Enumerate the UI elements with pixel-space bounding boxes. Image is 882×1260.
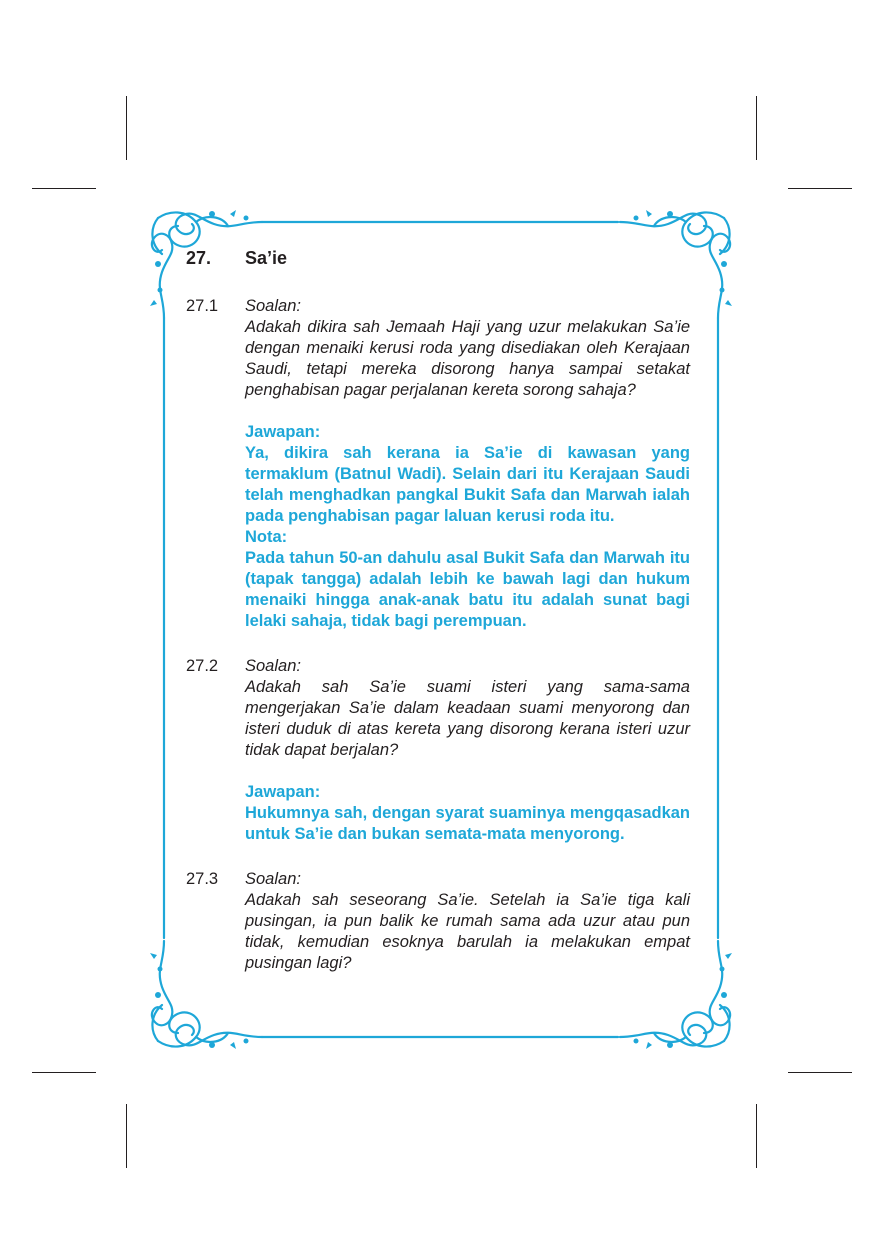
- answer-label: Jawapan:: [245, 783, 321, 801]
- answer-text: Ya, dikira sah kerana ia Sa’ie di kawasan yang termaklum (Batnul Wadi). Selain dari itu Kerajaan Saudi telah menghadkan pangkal Bukit Safa dan Marwah ialah pada penghabisan pagar laluan kerusi roda itu.: [245, 444, 690, 525]
- section-heading: [186, 246, 690, 270]
- question-label: Soalan:: [245, 870, 301, 888]
- qa-item: [186, 296, 690, 632]
- answer-text: Hukumnya sah, dengan syarat suaminya mengqasadkan untuk Sa’ie dan bukan semata-mata menyorong.: [245, 804, 690, 843]
- qa-item: [186, 656, 690, 845]
- question-text: Adakah sah seseorang Sa’ie. Setelah ia Sa’ie tiga kali pusingan, ia pun balik ke rumah sama ada uzur atau pun tidak, kemudian esoknya barulah ia melakukan empat pusingan lagi?: [245, 891, 690, 972]
- question-text: Adakah dikira sah Jemaah Haji yang uzur melakukan Sa’ie dengan menaiki kerusi roda yang disediakan oleh Kerajaan Saudi, tetapi mereka disorong hanya sampai setakat penghabisan pagar perjalanan kereta sorong sahaja?: [245, 318, 690, 399]
- note-text: Pada tahun 50-an dahulu asal Bukit Safa dan Marwah itu (tapak tangga) adalah lebih ke bawah lagi dan hukum menaiki hingga anak-anak batu itu adalah sunat bagi lelaki sahaja, tidak bagi perempuan.: [245, 549, 690, 630]
- item-number: 27.3: [186, 870, 219, 888]
- item-number: 27.2: [186, 657, 219, 675]
- qa-item: [186, 869, 690, 974]
- item-number: 27.1: [186, 297, 219, 315]
- question-label: Soalan:: [245, 297, 301, 315]
- question-text: Adakah sah Sa’ie suami isteri yang sama-sama mengerjakan Sa’ie dalam keadaan suami menyorong dan isteri duduk di atas kereta yang disorong kerana isteri uzur tidak dapat berjalan?: [245, 678, 690, 759]
- section-title: Sa’ie: [245, 248, 288, 268]
- question-label: Soalan:: [245, 657, 301, 675]
- document-body: [186, 246, 690, 974]
- note-label: Nota:: [245, 528, 288, 546]
- answer-label: Jawapan:: [245, 423, 321, 441]
- section-number: 27.: [186, 248, 212, 268]
